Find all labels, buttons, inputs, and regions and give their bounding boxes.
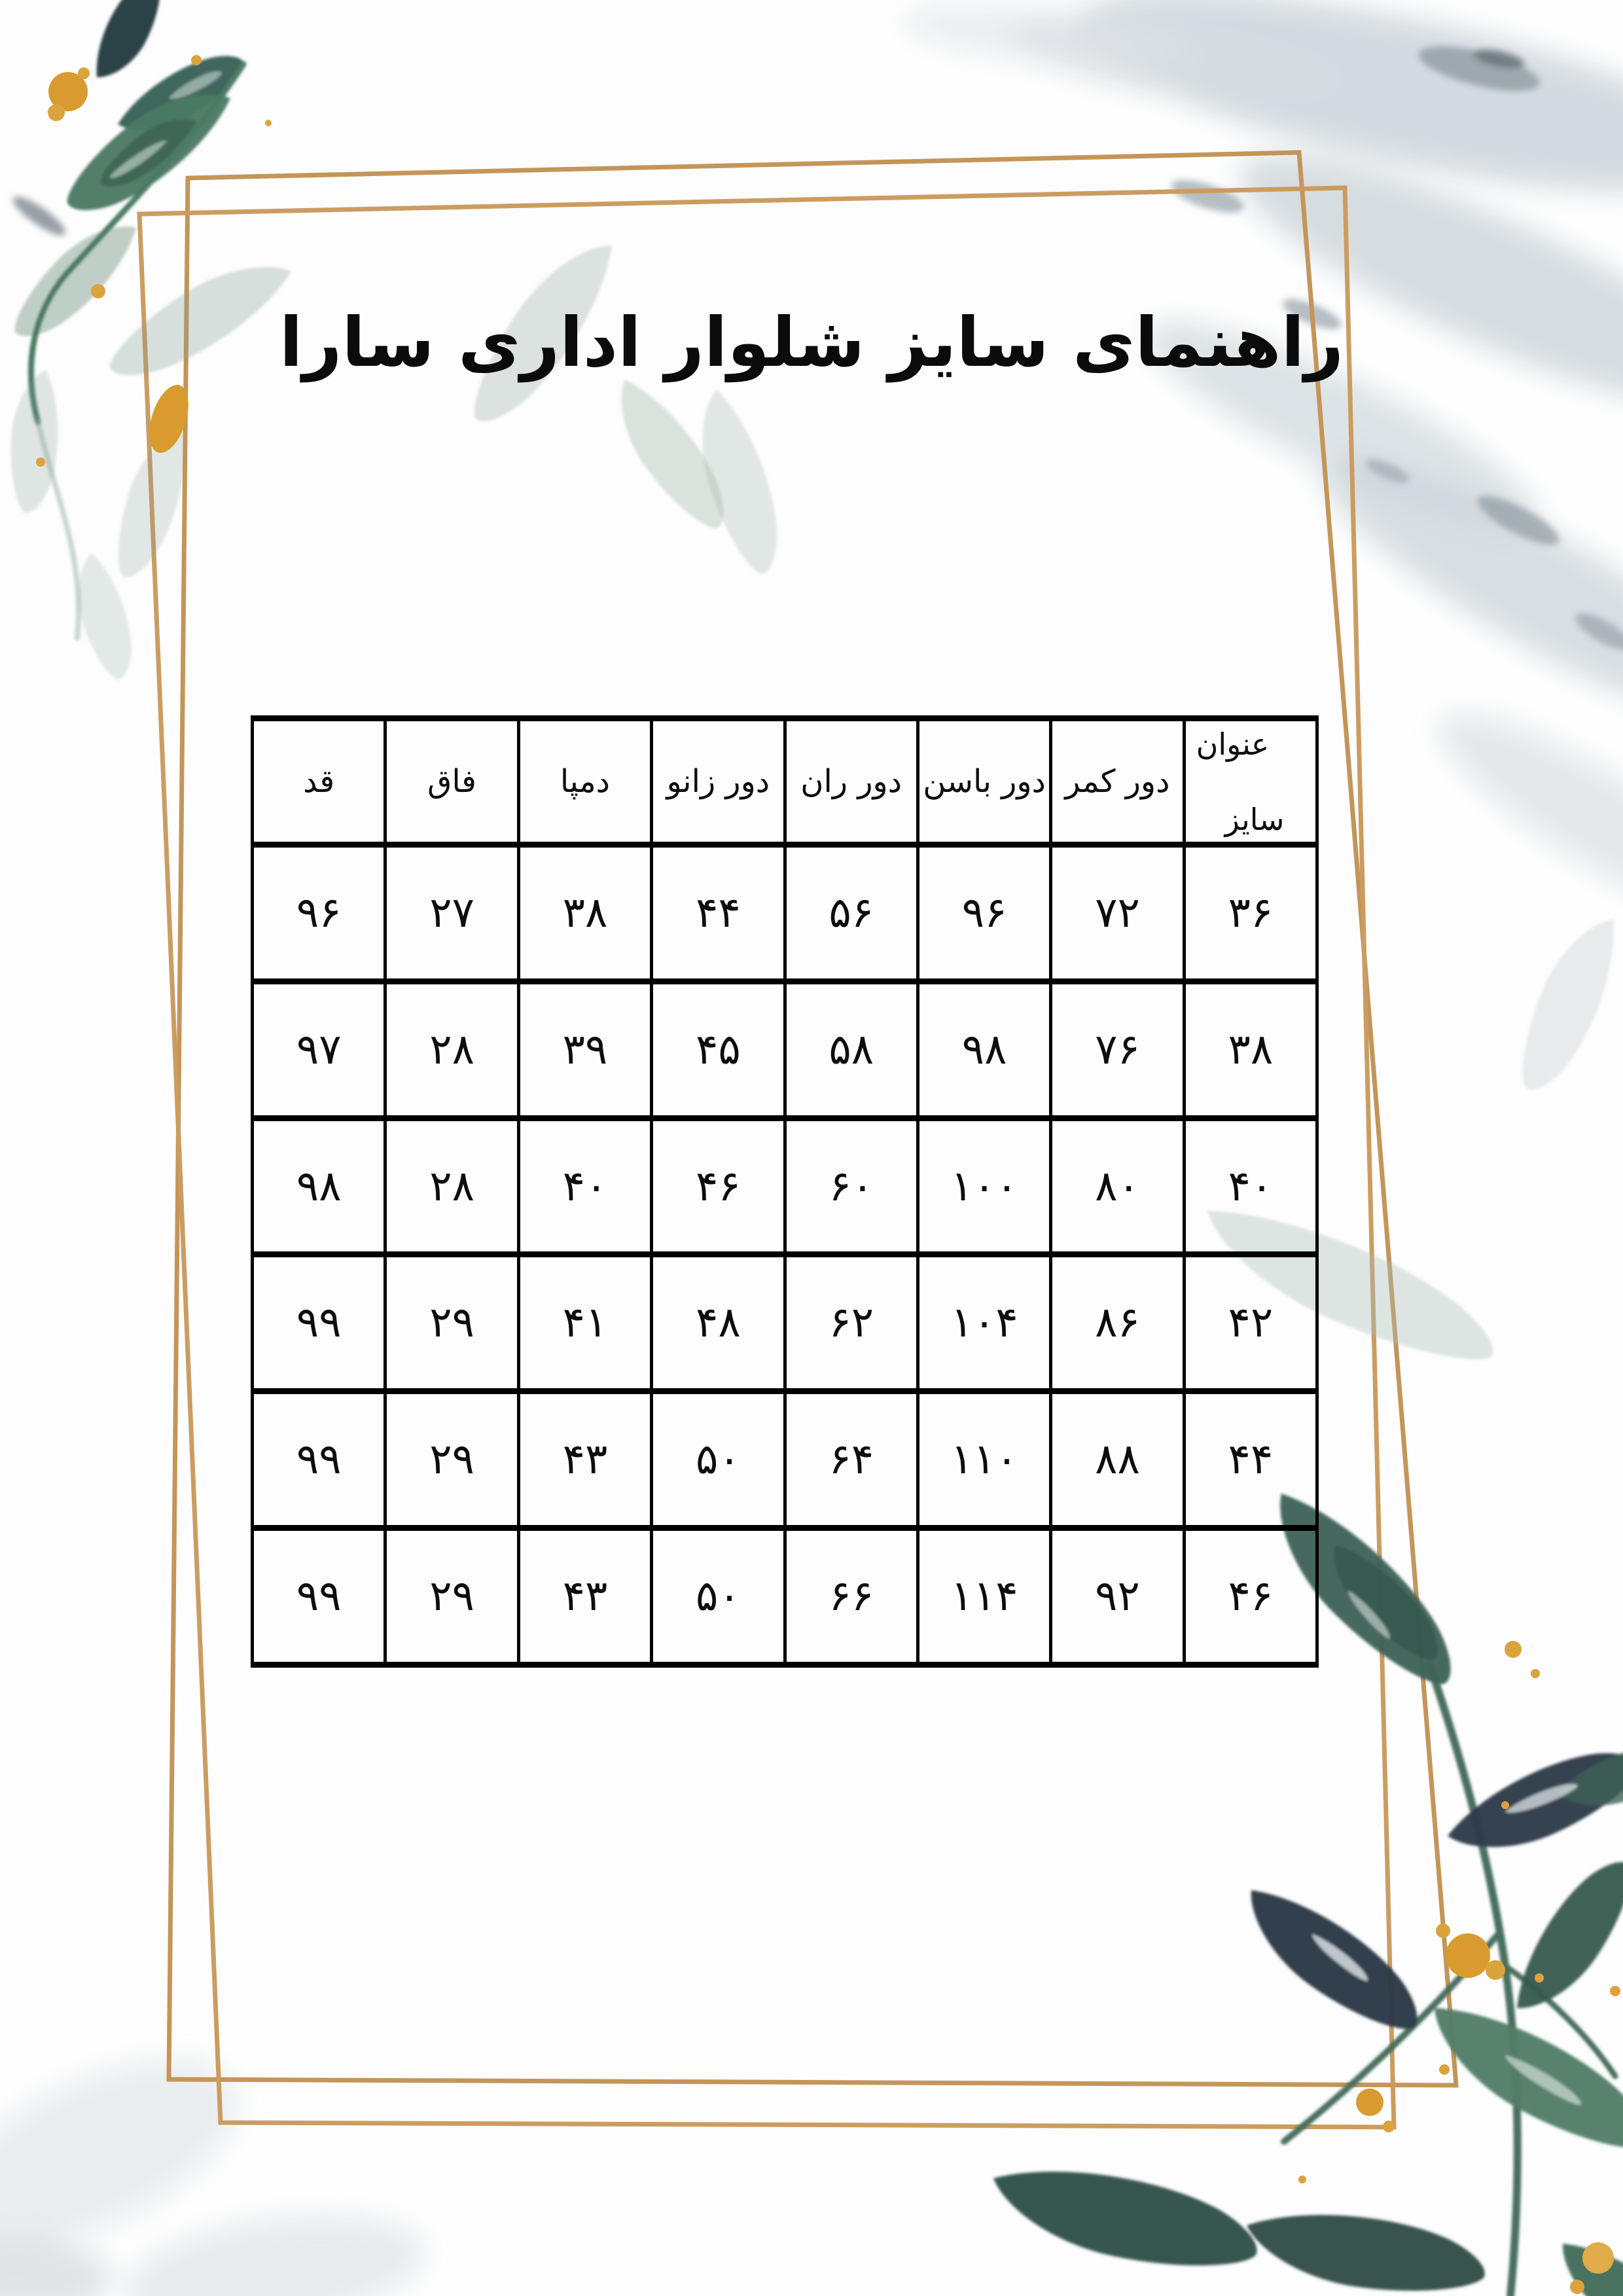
header-row	[253, 719, 1317, 845]
table-cell: ۵۶	[785, 845, 918, 982]
table-row	[253, 1118, 1317, 1255]
table-cell: ۱۱۰	[918, 1391, 1050, 1528]
table-cell: ۷۶	[1051, 981, 1184, 1118]
table-cell: ۸۸	[1051, 1391, 1184, 1528]
table-cell: ۸۰	[1051, 1118, 1184, 1255]
table-cell: ۲۹	[385, 1528, 518, 1665]
table-row	[253, 1528, 1317, 1665]
table-cell: ۹۶	[253, 845, 385, 982]
header-rise: فاق	[385, 719, 518, 845]
table-cell: ۲۷	[385, 845, 518, 982]
table-cell: ۴۶	[652, 1118, 785, 1255]
table-cell: ۴۵	[652, 981, 785, 1118]
table-cell: ۲۹	[385, 1255, 518, 1391]
table-cell: ۵۰	[652, 1391, 785, 1528]
header-hip: دور باسن	[918, 719, 1050, 845]
header-length: قد	[253, 719, 385, 845]
table-cell: ۲۸	[385, 981, 518, 1118]
table-cell: ۹۶	[918, 845, 1050, 982]
table-cell: ۹۷	[253, 981, 385, 1118]
table-cell: ۴۳	[518, 1391, 651, 1528]
table-cell: ۱۰۴	[918, 1255, 1050, 1391]
table-cell: ۳۸	[518, 845, 651, 982]
table-cell: ۹۹	[253, 1391, 385, 1528]
header-knee: دور زانو	[652, 719, 785, 845]
table-row	[253, 1391, 1317, 1528]
table-row	[253, 1255, 1317, 1391]
table-row	[253, 981, 1317, 1118]
table-cell: ۸۶	[1051, 1255, 1184, 1391]
table-cell: ۹۸	[918, 981, 1050, 1118]
table-cell: ۵۸	[785, 981, 918, 1118]
corner-label-title: عنوان	[1196, 726, 1270, 762]
table-cell: ۹۹	[253, 1528, 385, 1665]
table-cell: ۱۱۴	[918, 1528, 1050, 1665]
table-cell: ۶۲	[785, 1255, 918, 1391]
size-cell: ۴۴	[1184, 1391, 1317, 1528]
header-waist: دور کمر	[1051, 719, 1184, 845]
corner-label-size: سایز	[1224, 802, 1285, 838]
size-cell: ۳۶	[1184, 845, 1317, 982]
table-cell: ۲۹	[385, 1391, 518, 1528]
table-cell: ۴۳	[518, 1528, 651, 1665]
table-cell: ۱۰۰	[918, 1118, 1050, 1255]
page-title: راهنمای سایز شلوار اداری سارا	[279, 302, 1344, 382]
table-cell: ۲۸	[385, 1118, 518, 1255]
size-cell: ۴۲	[1184, 1255, 1317, 1391]
table-cell: ۶۰	[785, 1118, 918, 1255]
table-row	[253, 845, 1317, 982]
size-cell: ۴۰	[1184, 1118, 1317, 1255]
table-cell: ۴۱	[518, 1255, 651, 1391]
table-cell: ۴۸	[652, 1255, 785, 1391]
size-table-body	[253, 845, 1317, 1665]
size-table	[251, 715, 1319, 1668]
size-cell: ۳۸	[1184, 981, 1317, 1118]
size-table-header	[253, 719, 1317, 845]
table-cell: ۴۴	[652, 845, 785, 982]
header-hem: دمپا	[518, 719, 651, 845]
table-cell: ۳۹	[518, 981, 651, 1118]
table-cell: ۶۶	[785, 1528, 918, 1665]
table-cell: ۹۸	[253, 1118, 385, 1255]
table-cell: ۴۰	[518, 1118, 651, 1255]
table-cell: ۵۰	[652, 1528, 785, 1665]
table-cell: ۹۹	[253, 1255, 385, 1391]
table-cell: ۹۲	[1051, 1528, 1184, 1665]
corner-cell-title-size	[1184, 719, 1317, 845]
table-cell: ۶۴	[785, 1391, 918, 1528]
size-cell: ۴۶	[1184, 1528, 1317, 1665]
table-cell: ۷۲	[1051, 845, 1184, 982]
header-thigh: دور ران	[785, 719, 918, 845]
